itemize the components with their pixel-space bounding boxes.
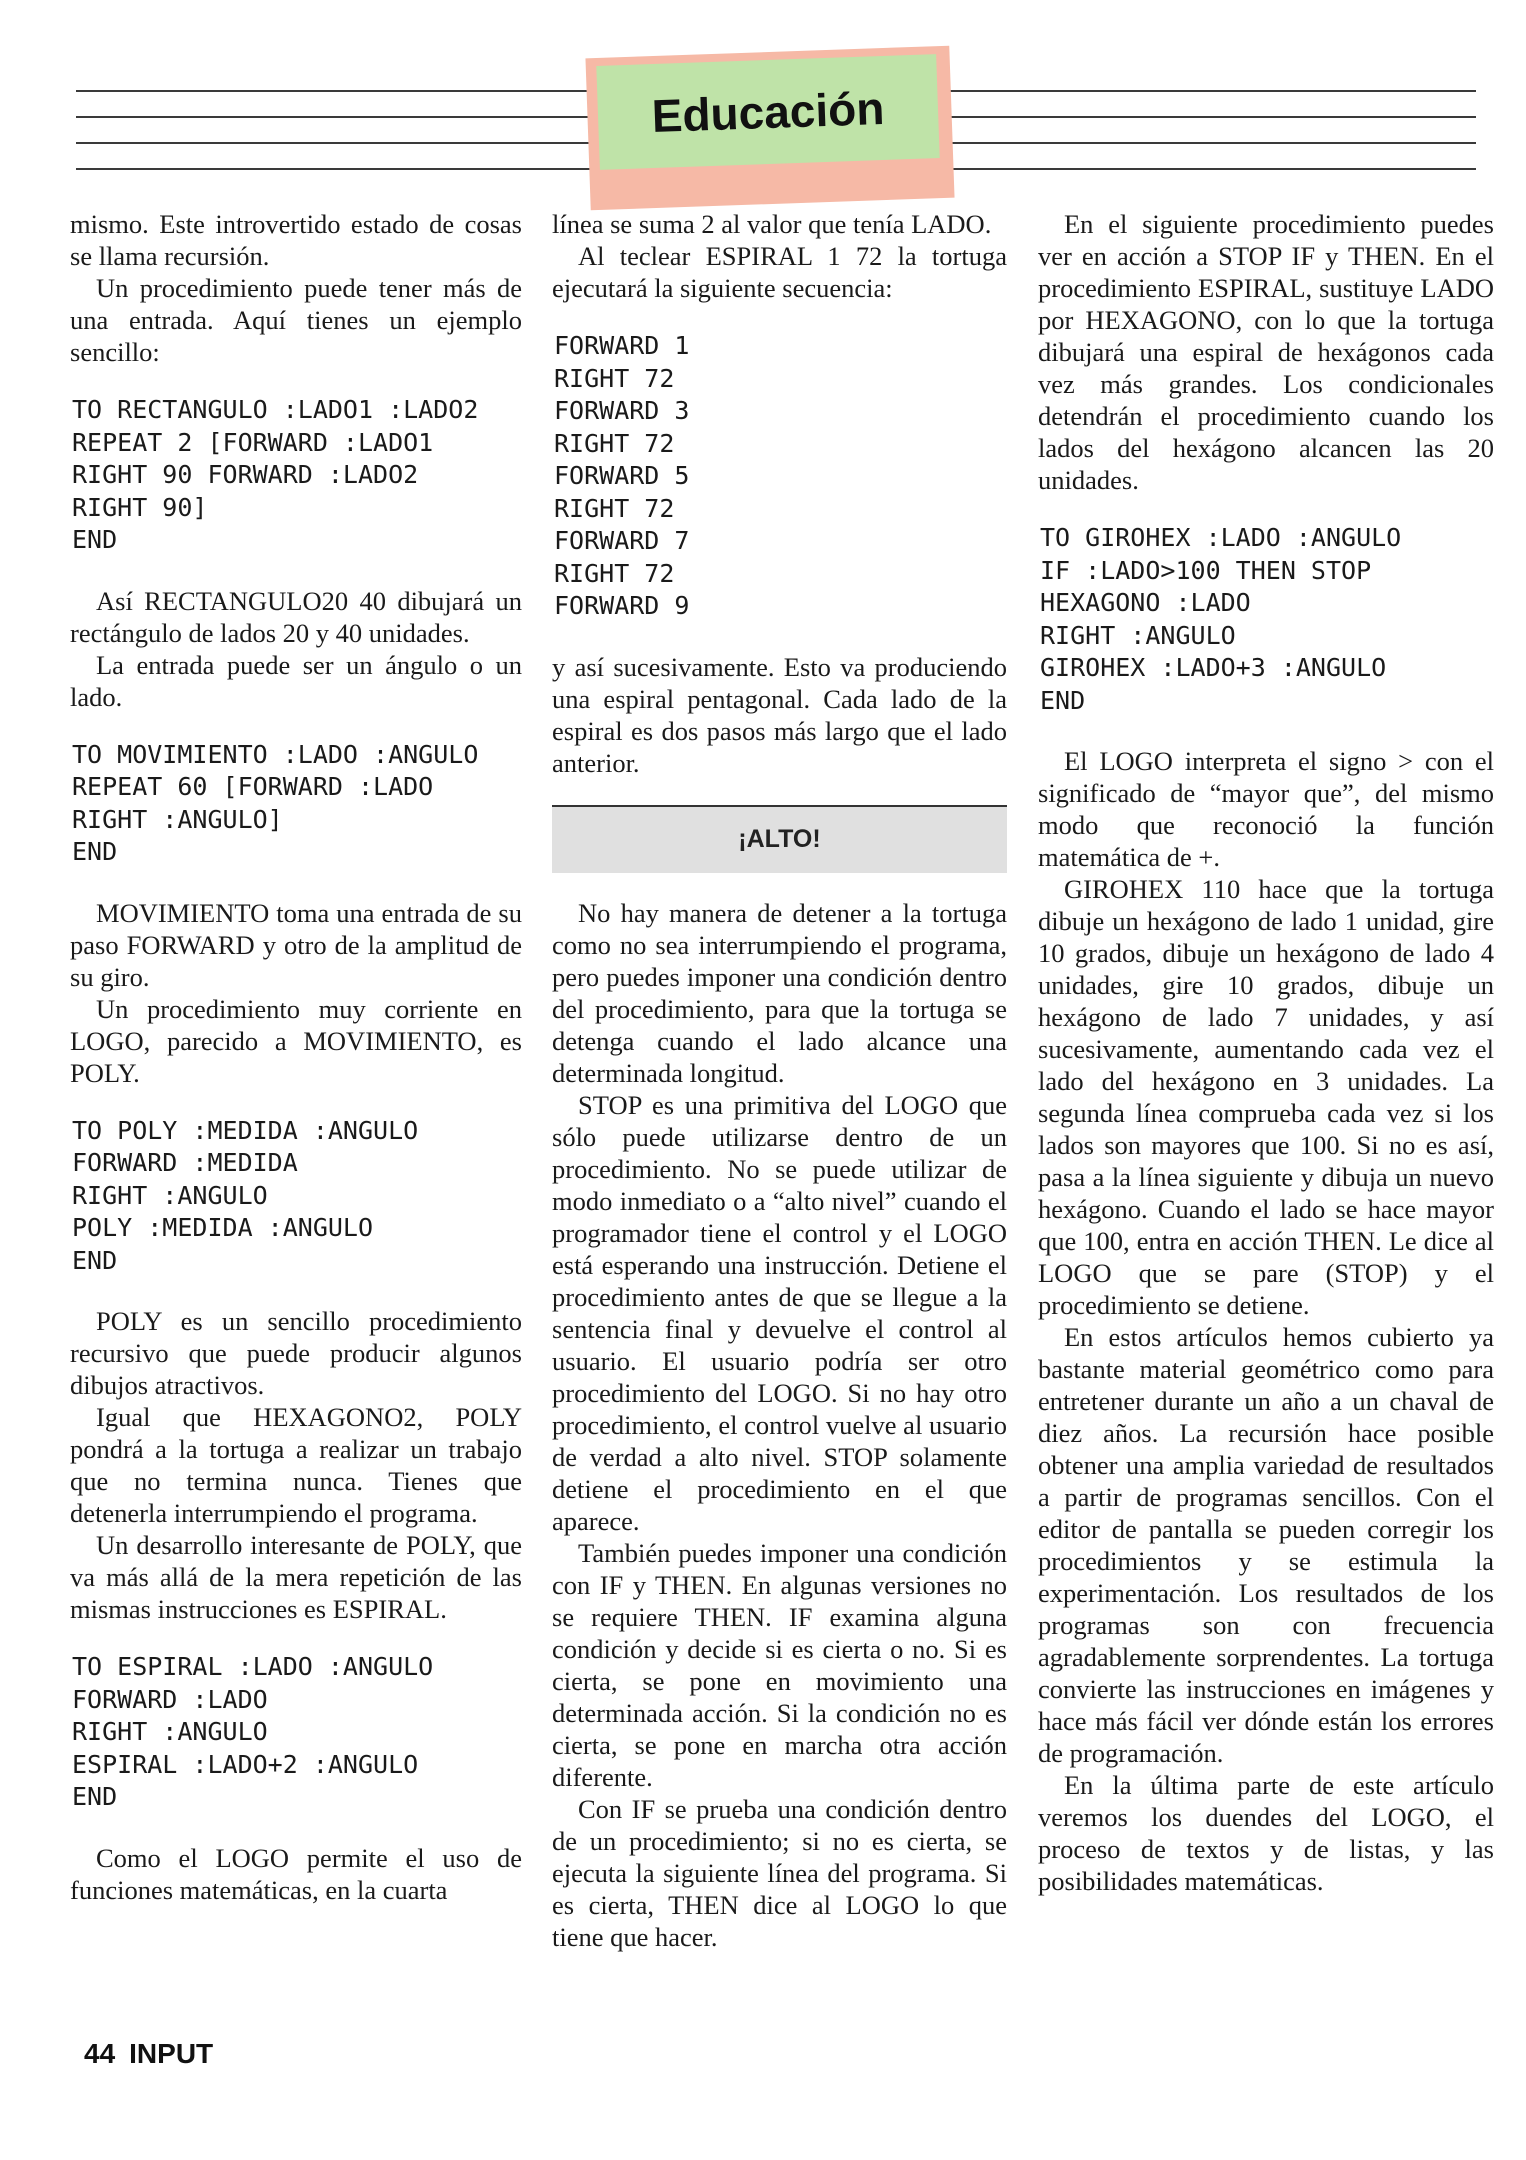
sidebar-box-heading — [552, 805, 1007, 873]
code-listing: TO GIROHEX :LADO :ANGULO IF :LADO>100 THEN STOP HEXAGONO :LADO RIGHT :ANGULO GIROHEX :LADO+3 :ANGULO END — [1040, 523, 1402, 715]
column-3 — [1038, 208, 1494, 1897]
paragraph: GIROHEX 110 hace que la tortuga dibuje un hexágono de lado 1 unidad, gire 10 grados, dibuje un hexágono de lado 4 unidades, gire 10 grados, dibuje un hexágono de lado 7 unidades, y así sucesivamente, aumentando cada vez el lado del hexágono en 3 unidades. La segunda línea comprueba cada vez si los lados son mayores que 100. Si no es así, pasa a la línea siguiente y dibuja un nuevo hexágono. Cuando el lado se hace mayor que 100, entra en acción THEN. Le dice al LOGO que se pare (STOP) y el procedimiento se detiene. — [1038, 874, 1494, 1320]
magazine-name: INPUT — [129, 2038, 214, 2069]
paragraph: y así sucesivamente. Esto va produciendo una espiral pentagonal. Cada lado de la espiral es dos pasos más largo que el lado anterior. — [552, 651, 1007, 778]
paragraph: También puedes imponer una condición con IF y THEN. En algunas versiones no se requiere THEN. IF examina alguna condición y decide si es cierta o no. Si es cierta, se pone en movimiento una determinada acción. Si la condición no es cierta, se pone en marcha otra acción diferente. — [552, 1537, 1007, 1792]
column-1 — [70, 208, 522, 1906]
page-number: 44 — [84, 2038, 116, 2069]
paragraph: línea se suma 2 al valor que tenía LADO. — [552, 209, 992, 239]
paragraph: POLY es un sencillo procedimiento recursivo que puede producir algunos dibujos atractivos. — [70, 1306, 522, 1400]
paragraph: MOVIMIENTO toma una entrada de su paso FORWARD y otro de la amplitud de su giro. — [70, 897, 522, 992]
code-listing: TO ESPIRAL :LADO :ANGULO FORWARD :LADO RIGHT :ANGULO ESPIRAL :LADO+2 :ANGULO END — [72, 1652, 434, 1811]
paragraph: En la última parte de este artículo veremos los duendes del LOGO, el proceso de textos y de listas, y las posibilidades matemáticas. — [1038, 1770, 1494, 1896]
paragraph: La entrada puede ser un ángulo o un lado. — [70, 649, 522, 712]
code-listing: TO MOVIMIENTO :LADO :ANGULO REPEAT 60 [FORWARD :LADO RIGHT :ANGULO] END — [72, 739, 479, 866]
paragraph: Al teclear ESPIRAL 1 72 la tortuga ejecutará la siguiente secuencia: — [552, 241, 1007, 303]
paragraph: Igual que HEXAGONO2, POLY pondrá a la tortuga a realizar un trabajo que no termina nunca. Tienes que detenerla interrumpiendo el programa. — [70, 1402, 522, 1528]
code-listing: TO POLY :MEDIDA :ANGULO FORWARD :MEDIDA RIGHT :ANGULO POLY :MEDIDA :ANGULO END — [72, 1115, 419, 1275]
box-title: ¡ALTO! — [738, 825, 821, 853]
paragraph: En estos artículos hemos cubierto ya bastante material geométrico como para entretener durante un año a un chaval de diez años. La recursión hace posible obtener una amplia variedad de resultados a partir de programas sencillos. Con el editor de pantalla se pueden corregir los procedimientos y se estimula la experimentación. Los resultados de los programas son con frecuencia agradablemente sorprendentes. La tortuga convierte las instrucciones en imágenes y hace más fácil ver dónde están los errores de programación. — [1038, 1322, 1494, 1768]
paragraph: Un procedimiento muy corriente en LOGO, parecido a MOVIMIENTO, es POLY. — [70, 993, 522, 1088]
paragraph: El LOGO interpreta el signo > con el significado de “mayor que”, del mismo modo que reconoció la función matemática de +. — [1038, 746, 1494, 872]
column-2 — [552, 208, 1007, 1953]
paragraph: Un procedimiento puede tener más de una entrada. Aquí tienes un ejemplo sencillo: — [70, 273, 522, 367]
paragraph: Como el LOGO permite el uso de funciones matemáticas, en la cuarta — [70, 1842, 522, 1905]
paragraph: Un desarrollo interesante de POLY, que va más allá de la mera repetición de las mismas instrucciones es ESPIRAL. — [70, 1530, 522, 1624]
section-tab — [596, 54, 939, 170]
page-footer — [84, 2038, 213, 2070]
paragraph: STOP es una primitiva del LOGO que sólo puede utilizarse dentro de un procedimiento. No se puede utilizar de modo inmediato o a “alto nivel” cuando el programador tiene el control y el LOGO está esperando una instrucción. Detiene el procedimiento antes de que se llegue a la sentencia final y devuelve el control al usuario. El usuario podría ser otro procedimiento del LOGO. Si no hay otro procedimiento, el control vuelve al usuario de verdad a alto nivel. STOP solamente detiene el procedimiento en el que aparece. — [552, 1089, 1007, 1536]
paragraph: No hay manera de detener a la tortuga como no sea interrumpiendo el programa, pero puedes imponer una condición dentro del procedimiento, para que la tortuga se detenga cuando el lado alcance una determinada longitud. — [552, 897, 1007, 1088]
paragraph: Así RECTANGULO20 40 dibujará un rectángulo de lados 20 y 40 unidades. — [70, 585, 522, 648]
paragraph: mismo. Este introvertido estado de cosas se llama recursión. — [70, 209, 522, 271]
code-listing: FORWARD 1 RIGHT 72 FORWARD 3 RIGHT 72 FORWARD 5 RIGHT 72 FORWARD 7 RIGHT 72 FORWARD 9 — [554, 331, 690, 620]
paragraph: En el siguiente procedimiento puedes ver en acción a STOP IF y THEN. En el procedimiento ESPIRAL, sustituye LADO por HEXAGONO, con lo que la tortuga dibujará una espiral de hexágonos cada vez más grandes. Los condicionales detendrán el procedimiento cuando los lados del hexágono alcancen las 20 unidades. — [1038, 209, 1494, 495]
paragraph: Con IF se prueba una condición dentro de un procedimiento; si no es cierta, se ejecuta la siguiente línea del programa. Si es cierta, THEN dice al LOGO lo que tiene que hacer. — [552, 1793, 1007, 1952]
code-listing: TO RECTANGULO :LADO1 :LADO2 REPEAT 2 [FORWARD :LADO1 RIGHT 90 FORWARD :LADO2 RIGHT 90] END — [72, 395, 479, 554]
section-tab-label: Educación — [650, 81, 886, 143]
